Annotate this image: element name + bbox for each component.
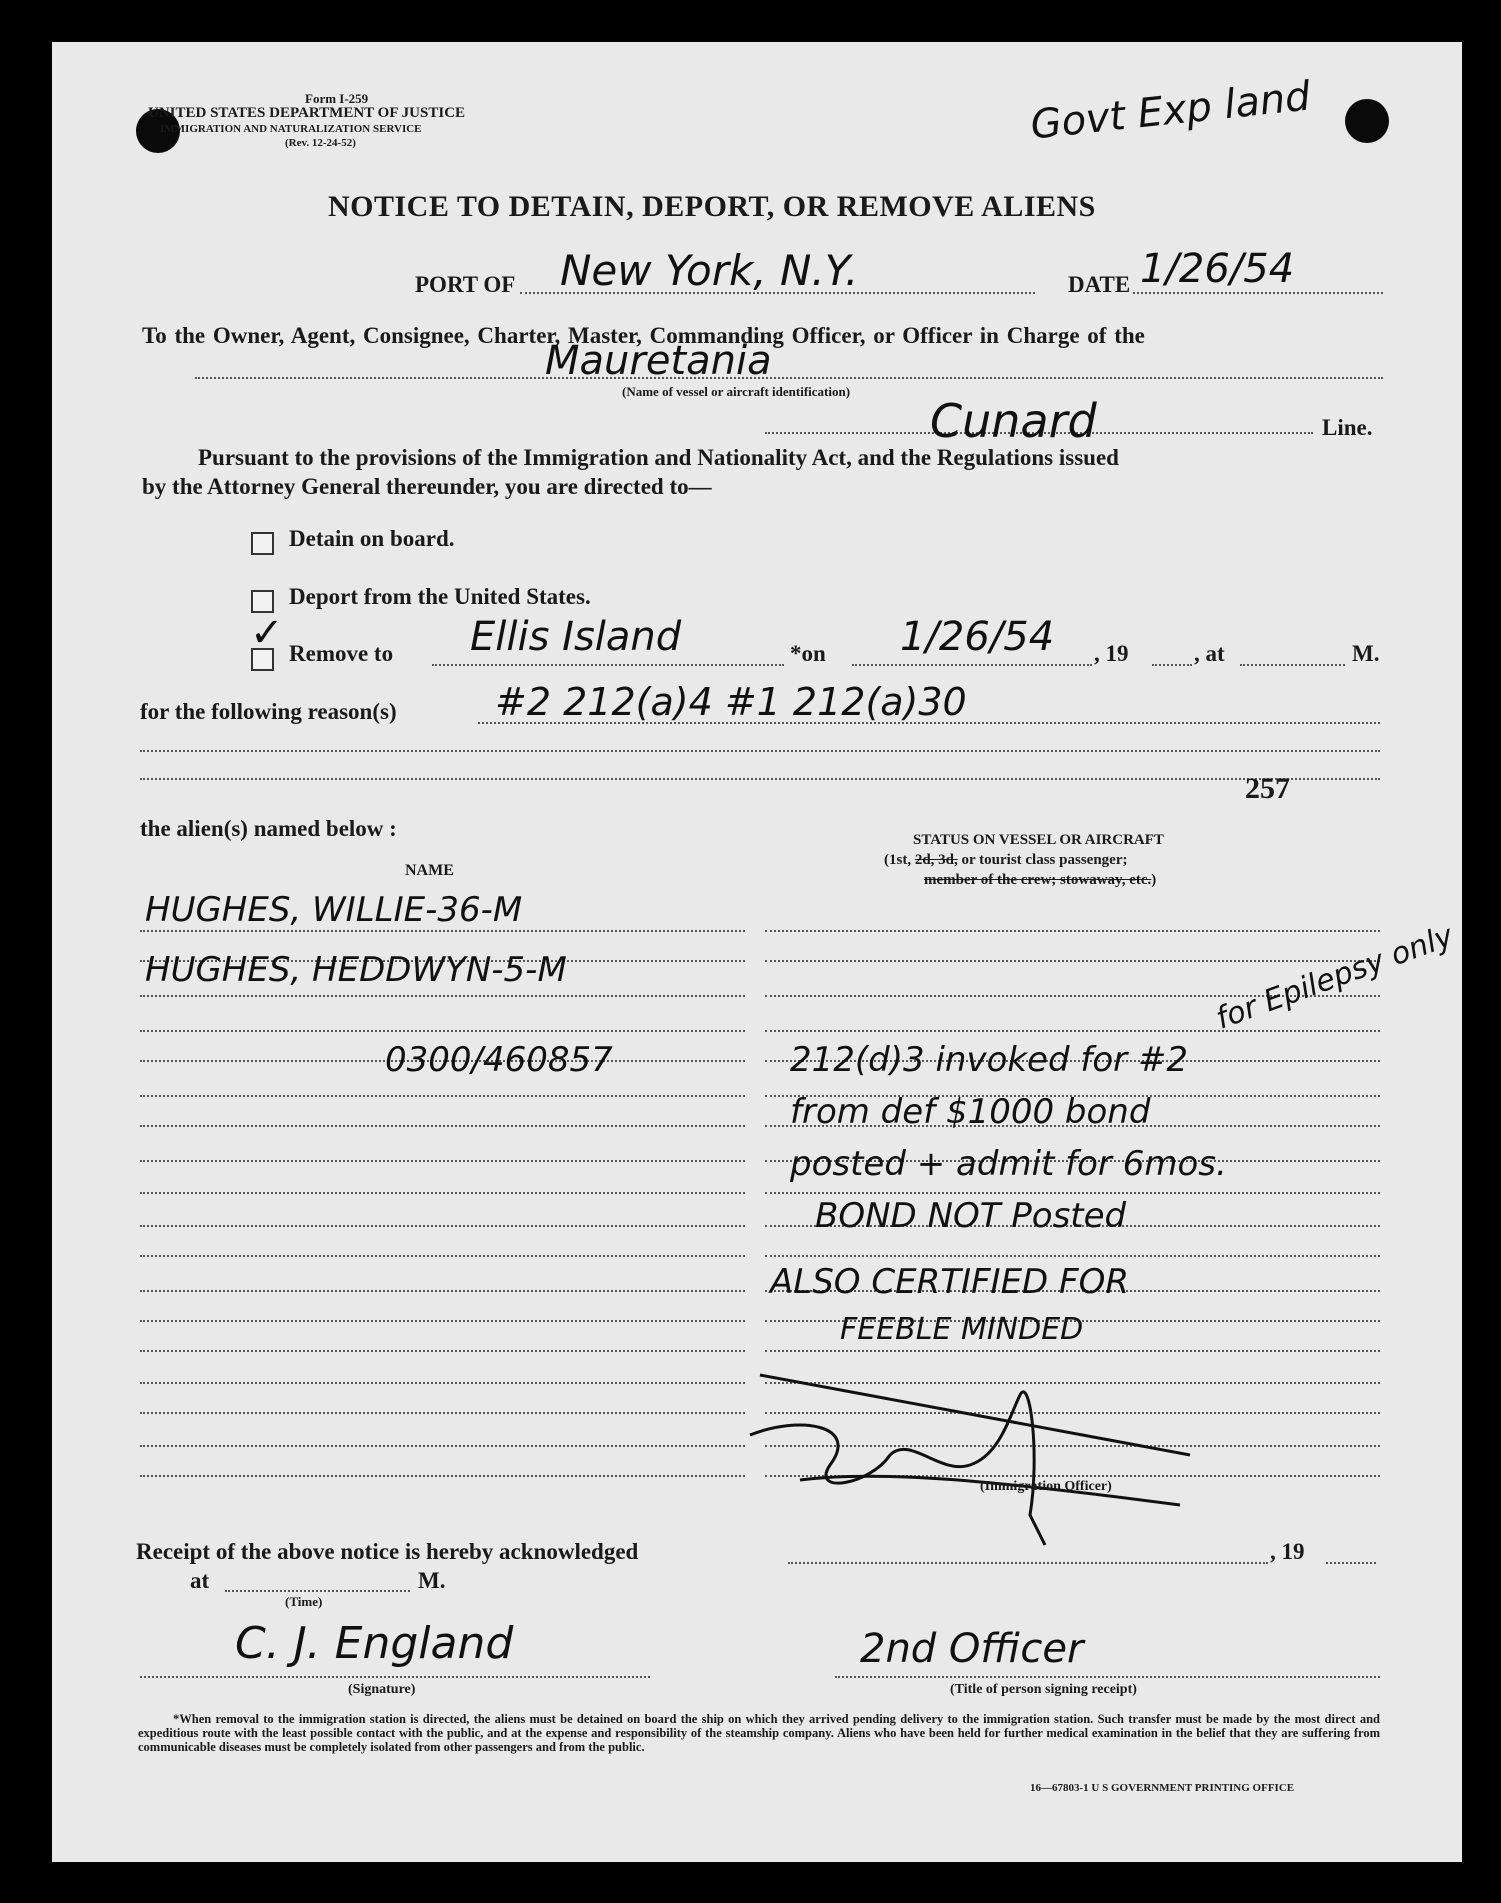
status-note-3[interactable]: posted + admit for 6mos. [790,1144,1227,1184]
remove-year-line [1152,664,1192,666]
alien-name-2[interactable]: HUGHES, HEDDWYN-5-M [145,950,567,990]
vessel-caption: (Name of vessel or aircraft identification) [622,384,851,399]
reasons-label: for the following reason(s) [140,699,397,724]
aliens-label: the alien(s) named below : [140,816,397,841]
remove-date-value[interactable]: 1/26/54 [900,614,1055,660]
title-caption: (Title of person signing receipt) [950,1682,1137,1697]
receipt-signature[interactable]: C. J. England [235,1618,514,1669]
receipt-year-line [1326,1562,1376,1564]
detain-label: Detain on board. [289,526,455,551]
remove-checkmark: ✓ [250,610,284,656]
remove-m: M. [1352,641,1380,666]
service-name: IMMIGRATION AND NATURALIZATION SERVICE [160,123,422,135]
date-label: DATE [1068,272,1131,297]
footnote: *When removal to the immigration station is directed, the aliens must be detained on board the ship on which they arrived pending delivery to the immigration station. Such transfer must be made by the most direct and expeditious route with the least possible contact with the public, and at the expense and responsibility of the steamship company. Aliens who have been held for further medical examination in the belief that they are suffering from communicable diseases must be completely isolated from other passengers and from the public. [138,1712,1380,1754]
status-note-1[interactable]: 212(d)3 invoked for #2 [790,1040,1189,1080]
name-column-header: NAME [405,862,454,879]
ruled-line [140,1255,745,1257]
addressee-text: To the Owner, Agent, Consignee, Charter, Master, Commanding Officer, or Officer in Charge of the [142,323,1145,348]
gpo-imprint: 16—67803-1 U S GOVERNMENT PRINTING OFFICE [1030,1782,1295,1794]
remove-place-value[interactable]: Ellis Island [470,614,682,660]
title-line [835,1676,1380,1678]
ruled-line [140,1290,745,1292]
officer-caption: (Immigration Officer) [980,1479,1112,1494]
time-caption: (Time) [285,1594,323,1609]
form-title: NOTICE TO DETAIN, DEPORT, OR REMOVE ALIENS [328,190,1096,223]
agency-name: UNITED STATES DEPARTMENT OF JUSTICE [148,105,466,121]
status-header-line3: member of the crew; stowaway, etc.) [924,872,1157,888]
pursuant-line2: by the Attorney General thereunder, you are directed to— [142,474,712,499]
remove-on-label: *on [790,641,826,666]
form-number: Form I-259 [305,91,369,106]
ruled-line [765,930,1380,932]
receipt-year: , 19 [1270,1539,1305,1564]
ruled-line [140,1192,745,1194]
file-number[interactable]: 0300/460857 [385,1040,613,1080]
receipt-date-line [788,1562,1268,1564]
vessel-line [195,377,1383,379]
ruled-line [140,995,745,997]
ruled-line [765,960,1380,962]
ruled-line [765,1192,1380,1194]
remove-date-line [852,664,1092,666]
alien-name-1[interactable]: HUGHES, WILLIE-36-M [145,890,523,930]
revision: (Rev. 12-24-52) [285,137,356,149]
corner-annotation: Govt Exp land [1028,73,1313,149]
signature-caption: (Signature) [348,1682,416,1697]
receipt-at: at [190,1568,210,1593]
line-label: Line. [1322,415,1373,440]
ruled-line [140,930,745,932]
ruled-line [140,1475,745,1477]
ruled-line [140,1382,745,1384]
pursuant-line1: Pursuant to the provisions of the Immigration and Nationality Act, and the Regulations issued [198,445,1119,470]
status-note-6[interactable]: FEEBLE MINDED [840,1312,1084,1347]
reasons-line-2 [140,750,1380,752]
vessel-value[interactable]: Mauretania [545,338,772,384]
punch-hole [1345,99,1389,143]
ruled-line [140,1350,745,1352]
status-note-2[interactable]: from def $1000 bond [790,1092,1151,1132]
status-note-4[interactable]: BOND NOT Posted [815,1196,1127,1236]
reasons-value[interactable]: #2 212(a)4 #1 212(a)30 [495,680,967,724]
line-value[interactable]: Cunard [930,394,1097,448]
remove-place-line [432,664,784,666]
ruled-line [765,1350,1380,1352]
ruled-line [765,1030,1380,1032]
ruled-line [140,1160,745,1162]
status-side-note: for Epilepsy only [1211,918,1458,1037]
receipt-label: Receipt of the above notice is hereby acknowledged [136,1539,639,1564]
ruled-line [140,1225,745,1227]
status-header-line1: STATUS ON VESSEL OR AIRCRAFT [913,832,1164,848]
signature-line [140,1676,650,1678]
detain-checkbox[interactable] [251,532,274,555]
ruled-line [765,1255,1380,1257]
date-value[interactable]: 1/26/54 [1140,246,1295,292]
port-label: PORT OF [415,272,516,297]
ruled-line [140,1412,745,1414]
status-header-line2: (1st, 2d, 3d, or tourist class passenger; [884,852,1128,868]
remove-at: , at [1194,641,1225,666]
officer-signature [740,1355,1200,1555]
date-line [1133,292,1383,294]
ruled-line [140,1125,745,1127]
remove-label: Remove to [289,641,394,666]
stamped-number: 257 [1245,772,1290,805]
remove-time-line [1240,664,1345,666]
ruled-line [140,1030,745,1032]
deport-label: Deport from the United States. [289,584,591,609]
receipt-m: M. [418,1568,446,1593]
reasons-line-3 [140,778,1380,780]
ruled-line [140,1095,745,1097]
ruled-line [140,1445,745,1447]
signer-title[interactable]: 2nd Officer [860,1626,1084,1672]
port-value[interactable]: New York, N.Y. [560,246,859,295]
status-note-5[interactable]: ALSO CERTIFIED FOR [770,1262,1129,1302]
receipt-time-line [225,1590,410,1592]
ruled-line [140,1320,745,1322]
remove-year: , 19 [1094,641,1129,666]
